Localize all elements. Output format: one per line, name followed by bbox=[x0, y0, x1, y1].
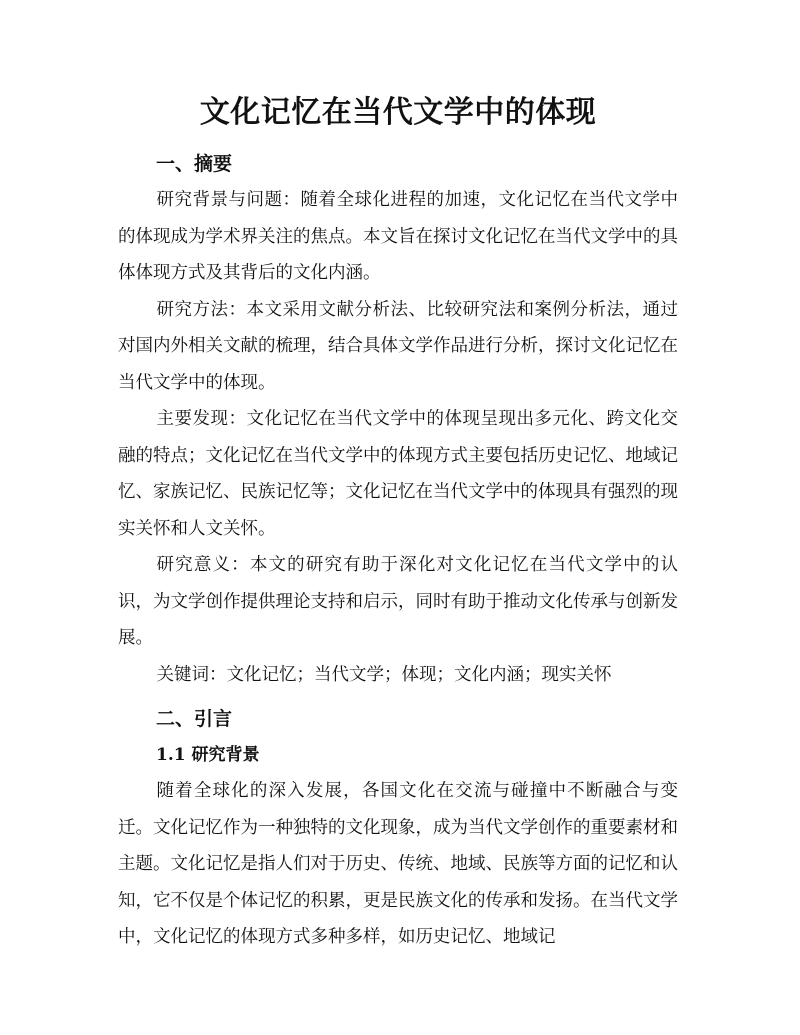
subsection-heading-background: 1.1 研究背景 bbox=[156, 745, 260, 765]
introduction-paragraph: 随着全球化的深入发展，各国文化在交流与碰撞中不断融合与变迁。文化记忆作为一种独特的文化现象，成为当代文学创作的重要素材和主题。文化记忆是指人们对于历史、传统、地域、民族等方面的记忆和认知，它不仅是个体记忆的积累，更是民族文化的传承和发扬。在当代文学中，文化记忆的体现方式多种多样，如历史记忆、地域记 bbox=[118, 781, 678, 947]
abstract-paragraph-methods: 研究方法：本文采用文献分析法、比较研究法和案例分析法，通过对国内外相关文献的梳理，结合具体文学作品进行分析，探讨文化记忆在当代文学中的体现。 bbox=[118, 299, 678, 393]
document-title: 文化记忆在当代文学中的体现 bbox=[199, 95, 597, 130]
abstract-paragraph-background: 研究背景与问题：随着全球化进程的加速，文化记忆在当代文学中的体现成为学术界关注的焦点。本文旨在探讨文化记忆在当代文学中的具体体现方式及其背后的文化内涵。 bbox=[118, 190, 678, 283]
abstract-paragraph-findings: 主要发现：文化记忆在当代文学中的体现呈现出多元化、跨文化交融的特点；文化记忆在当代文学中的体现方式主要包括历史记忆、地域记忆、家族记忆、民族记忆等；文化记忆在当代文学中的体现具有强烈的现实关怀和人文关怀。 bbox=[118, 409, 678, 539]
keywords-line: 关键词：文化记忆；当代文学；体现；文化内涵；现实关怀 bbox=[156, 664, 612, 685]
document-page bbox=[118, 92, 678, 956]
abstract-paragraph-significance: 研究意义：本文的研究有助于深化对文化记忆在当代文学中的认识，为文学创作提供理论支持和启示，同时有助于推动文化传承与创新发展。 bbox=[118, 555, 678, 648]
section-heading-introduction: 二、引言 bbox=[156, 708, 233, 730]
section-heading-abstract: 一、摘要 bbox=[156, 153, 233, 175]
